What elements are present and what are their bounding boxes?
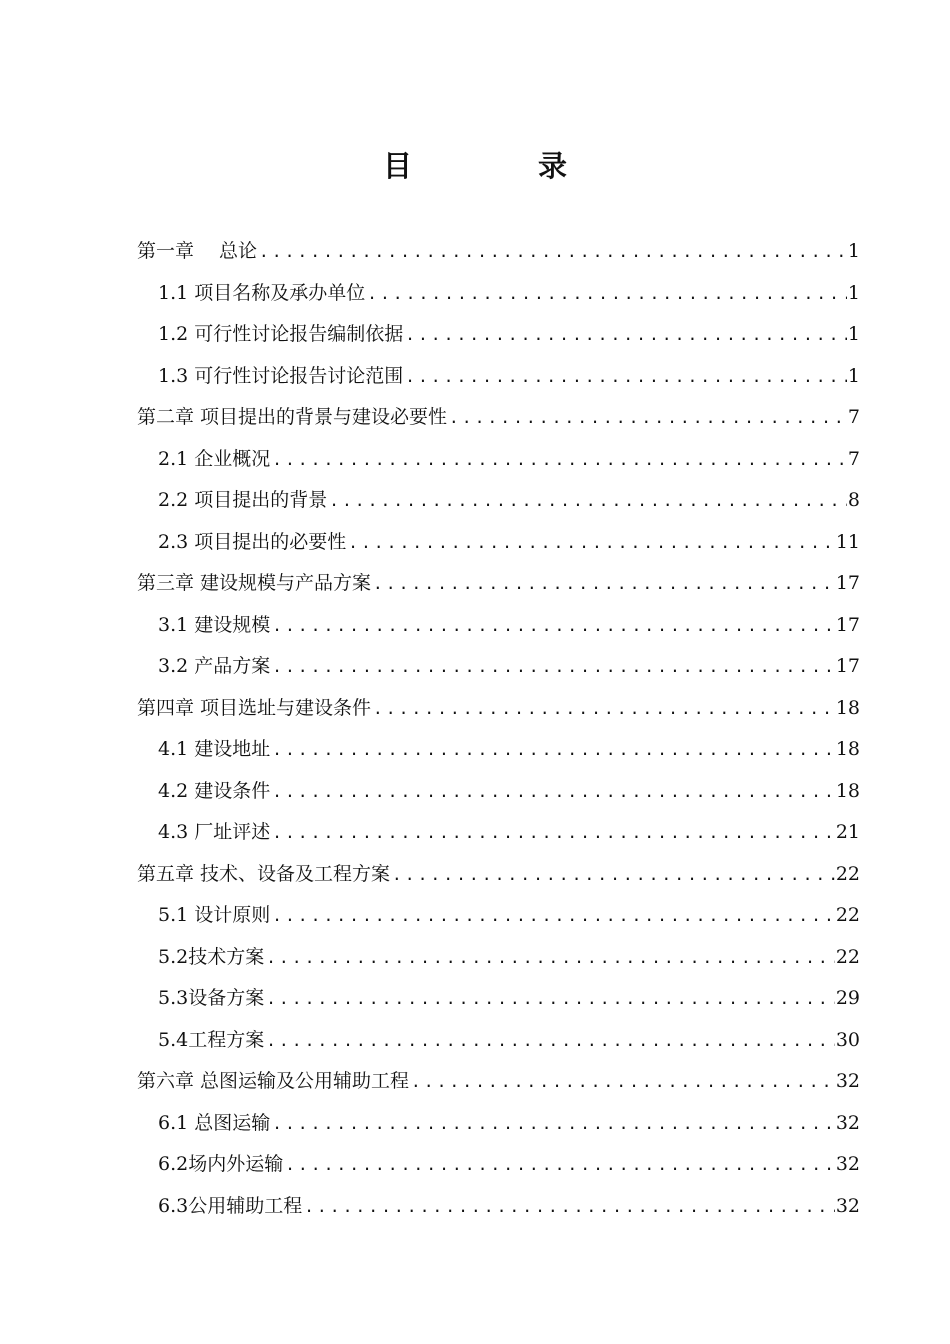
toc-dot-leader (392, 854, 835, 896)
toc-section-row[interactable] (137, 1186, 860, 1228)
toc-dot-leader (272, 895, 835, 937)
toc-page-number: 32 (835, 1111, 860, 1134)
toc-entry-label: 4.3 厂址评述 (158, 821, 271, 843)
toc-section-row[interactable] (137, 978, 860, 1020)
toc-entry-label: 4.2 建设条件 (158, 779, 271, 802)
toc-section-row[interactable] (137, 895, 860, 937)
toc-dot-leader (285, 1144, 835, 1186)
toc-page-number: 1 (847, 240, 860, 262)
toc-dot-leader (405, 356, 847, 398)
toc-page-number: 22 (835, 862, 860, 885)
toc-page-number: 18 (835, 738, 860, 760)
toc-entry-label: 2.3 项目提出的必要性 (158, 530, 347, 553)
toc-chapter-row[interactable] (137, 854, 860, 896)
toc-dot-leader (266, 1020, 835, 1062)
toc-page-number: 29 (835, 987, 860, 1009)
toc-entry-label: 第一章 总论 (137, 240, 258, 262)
toc-dot-leader (411, 1061, 835, 1103)
toc-page-number: 32 (835, 1194, 860, 1217)
toc-page-number: 32 (835, 1153, 860, 1175)
toc-page-number: 1 (847, 281, 860, 304)
toc-entry-label: 4.1 建设地址 (158, 738, 271, 760)
toc-dot-leader (259, 231, 847, 273)
toc-entry-label: 1.1 项目名称及承办单位 (158, 281, 366, 304)
toc-dot-leader (272, 439, 847, 481)
toc-entry-label: 3.1 建设规模 (158, 613, 271, 636)
toc-dot-leader (373, 688, 835, 730)
toc-entry-label: 第三章 建设规模与产品方案 (137, 572, 372, 594)
toc-dot-leader (373, 563, 835, 605)
toc-entry-label: 6.1 总图运输 (158, 1111, 271, 1134)
toc-dot-leader (329, 480, 847, 522)
toc-page-number: 21 (835, 821, 860, 843)
toc-section-row[interactable] (137, 439, 860, 481)
toc-page-number: 11 (835, 530, 860, 553)
toc-entry-label: 第六章 总图运输及公用辅助工程 (137, 1070, 410, 1092)
toc-entry-label: 第五章 技术、设备及工程方案 (137, 862, 391, 885)
toc-page-number: 18 (835, 696, 860, 719)
toc-section-row[interactable] (137, 356, 860, 398)
toc-section-row[interactable] (137, 273, 860, 315)
toc-chapter-row[interactable] (137, 231, 860, 273)
toc-section-row[interactable] (137, 771, 860, 813)
toc-chapter-row[interactable] (137, 1061, 860, 1103)
toc-entry-label: 6.2场内外运输 (158, 1153, 284, 1175)
toc-entry-label: 1.2 可行性讨论报告编制依据 (158, 323, 404, 345)
toc-section-row[interactable] (137, 812, 860, 854)
toc-entry-label: 5.4工程方案 (158, 1028, 265, 1051)
toc-page-number: 17 (835, 613, 860, 636)
toc-entry-label: 6.3公用辅助工程 (158, 1194, 303, 1217)
toc-entry-label: 3.2 产品方案 (158, 655, 271, 677)
table-of-contents (137, 231, 860, 1227)
toc-entry-label: 第二章 项目提出的背景与建设必要性 (137, 406, 448, 428)
toc-page-number: 32 (835, 1070, 860, 1092)
toc-dot-leader (272, 1103, 835, 1145)
toc-page-number: 17 (835, 655, 860, 677)
toc-section-row[interactable] (137, 314, 860, 356)
toc-entry-label: 5.2技术方案 (158, 945, 265, 968)
toc-dot-leader (272, 771, 835, 813)
toc-page-number: 8 (847, 489, 860, 511)
toc-entry-label: 2.2 项目提出的背景 (158, 489, 328, 511)
toc-dot-leader (272, 729, 835, 771)
toc-section-row[interactable] (137, 937, 860, 979)
toc-chapter-row[interactable] (137, 397, 860, 439)
toc-dot-leader (367, 273, 847, 315)
toc-section-row[interactable] (137, 480, 860, 522)
toc-entry-label: 5.3设备方案 (158, 987, 265, 1009)
toc-entry-label: 第四章 项目选址与建设条件 (137, 696, 372, 719)
toc-page-number: 22 (835, 904, 860, 926)
toc-section-row[interactable] (137, 605, 860, 647)
toc-entry-label: 1.3 可行性讨论报告讨论范围 (158, 364, 404, 387)
toc-dot-leader (272, 646, 835, 688)
toc-page-number: 7 (847, 406, 860, 428)
toc-entry-label: 5.1 设计原则 (158, 904, 271, 926)
toc-dot-leader (272, 605, 835, 647)
toc-page-number: 30 (835, 1028, 860, 1051)
toc-page-number: 1 (847, 323, 860, 345)
toc-dot-leader (272, 812, 835, 854)
toc-page-number: 17 (835, 572, 860, 594)
toc-dot-leader (266, 978, 835, 1020)
toc-entry-label: 2.1 企业概况 (158, 447, 271, 470)
toc-dot-leader (348, 522, 835, 564)
toc-section-row[interactable] (137, 729, 860, 771)
toc-section-row[interactable] (137, 522, 860, 564)
toc-chapter-row[interactable] (137, 688, 860, 730)
toc-dot-leader (449, 397, 847, 439)
toc-page-number: 1 (847, 364, 860, 387)
toc-page-number: 7 (847, 447, 860, 470)
toc-section-row[interactable] (137, 646, 860, 688)
toc-section-row[interactable] (137, 1103, 860, 1145)
toc-chapter-row[interactable] (137, 563, 860, 605)
toc-section-row[interactable] (137, 1020, 860, 1062)
toc-section-row[interactable] (137, 1144, 860, 1186)
toc-dot-leader (266, 937, 835, 979)
toc-page-number: 18 (835, 779, 860, 802)
toc-page-number: 22 (835, 945, 860, 968)
toc-dot-leader (304, 1186, 835, 1228)
toc-dot-leader (405, 314, 847, 356)
page-title: 目 录 (382, 149, 626, 183)
